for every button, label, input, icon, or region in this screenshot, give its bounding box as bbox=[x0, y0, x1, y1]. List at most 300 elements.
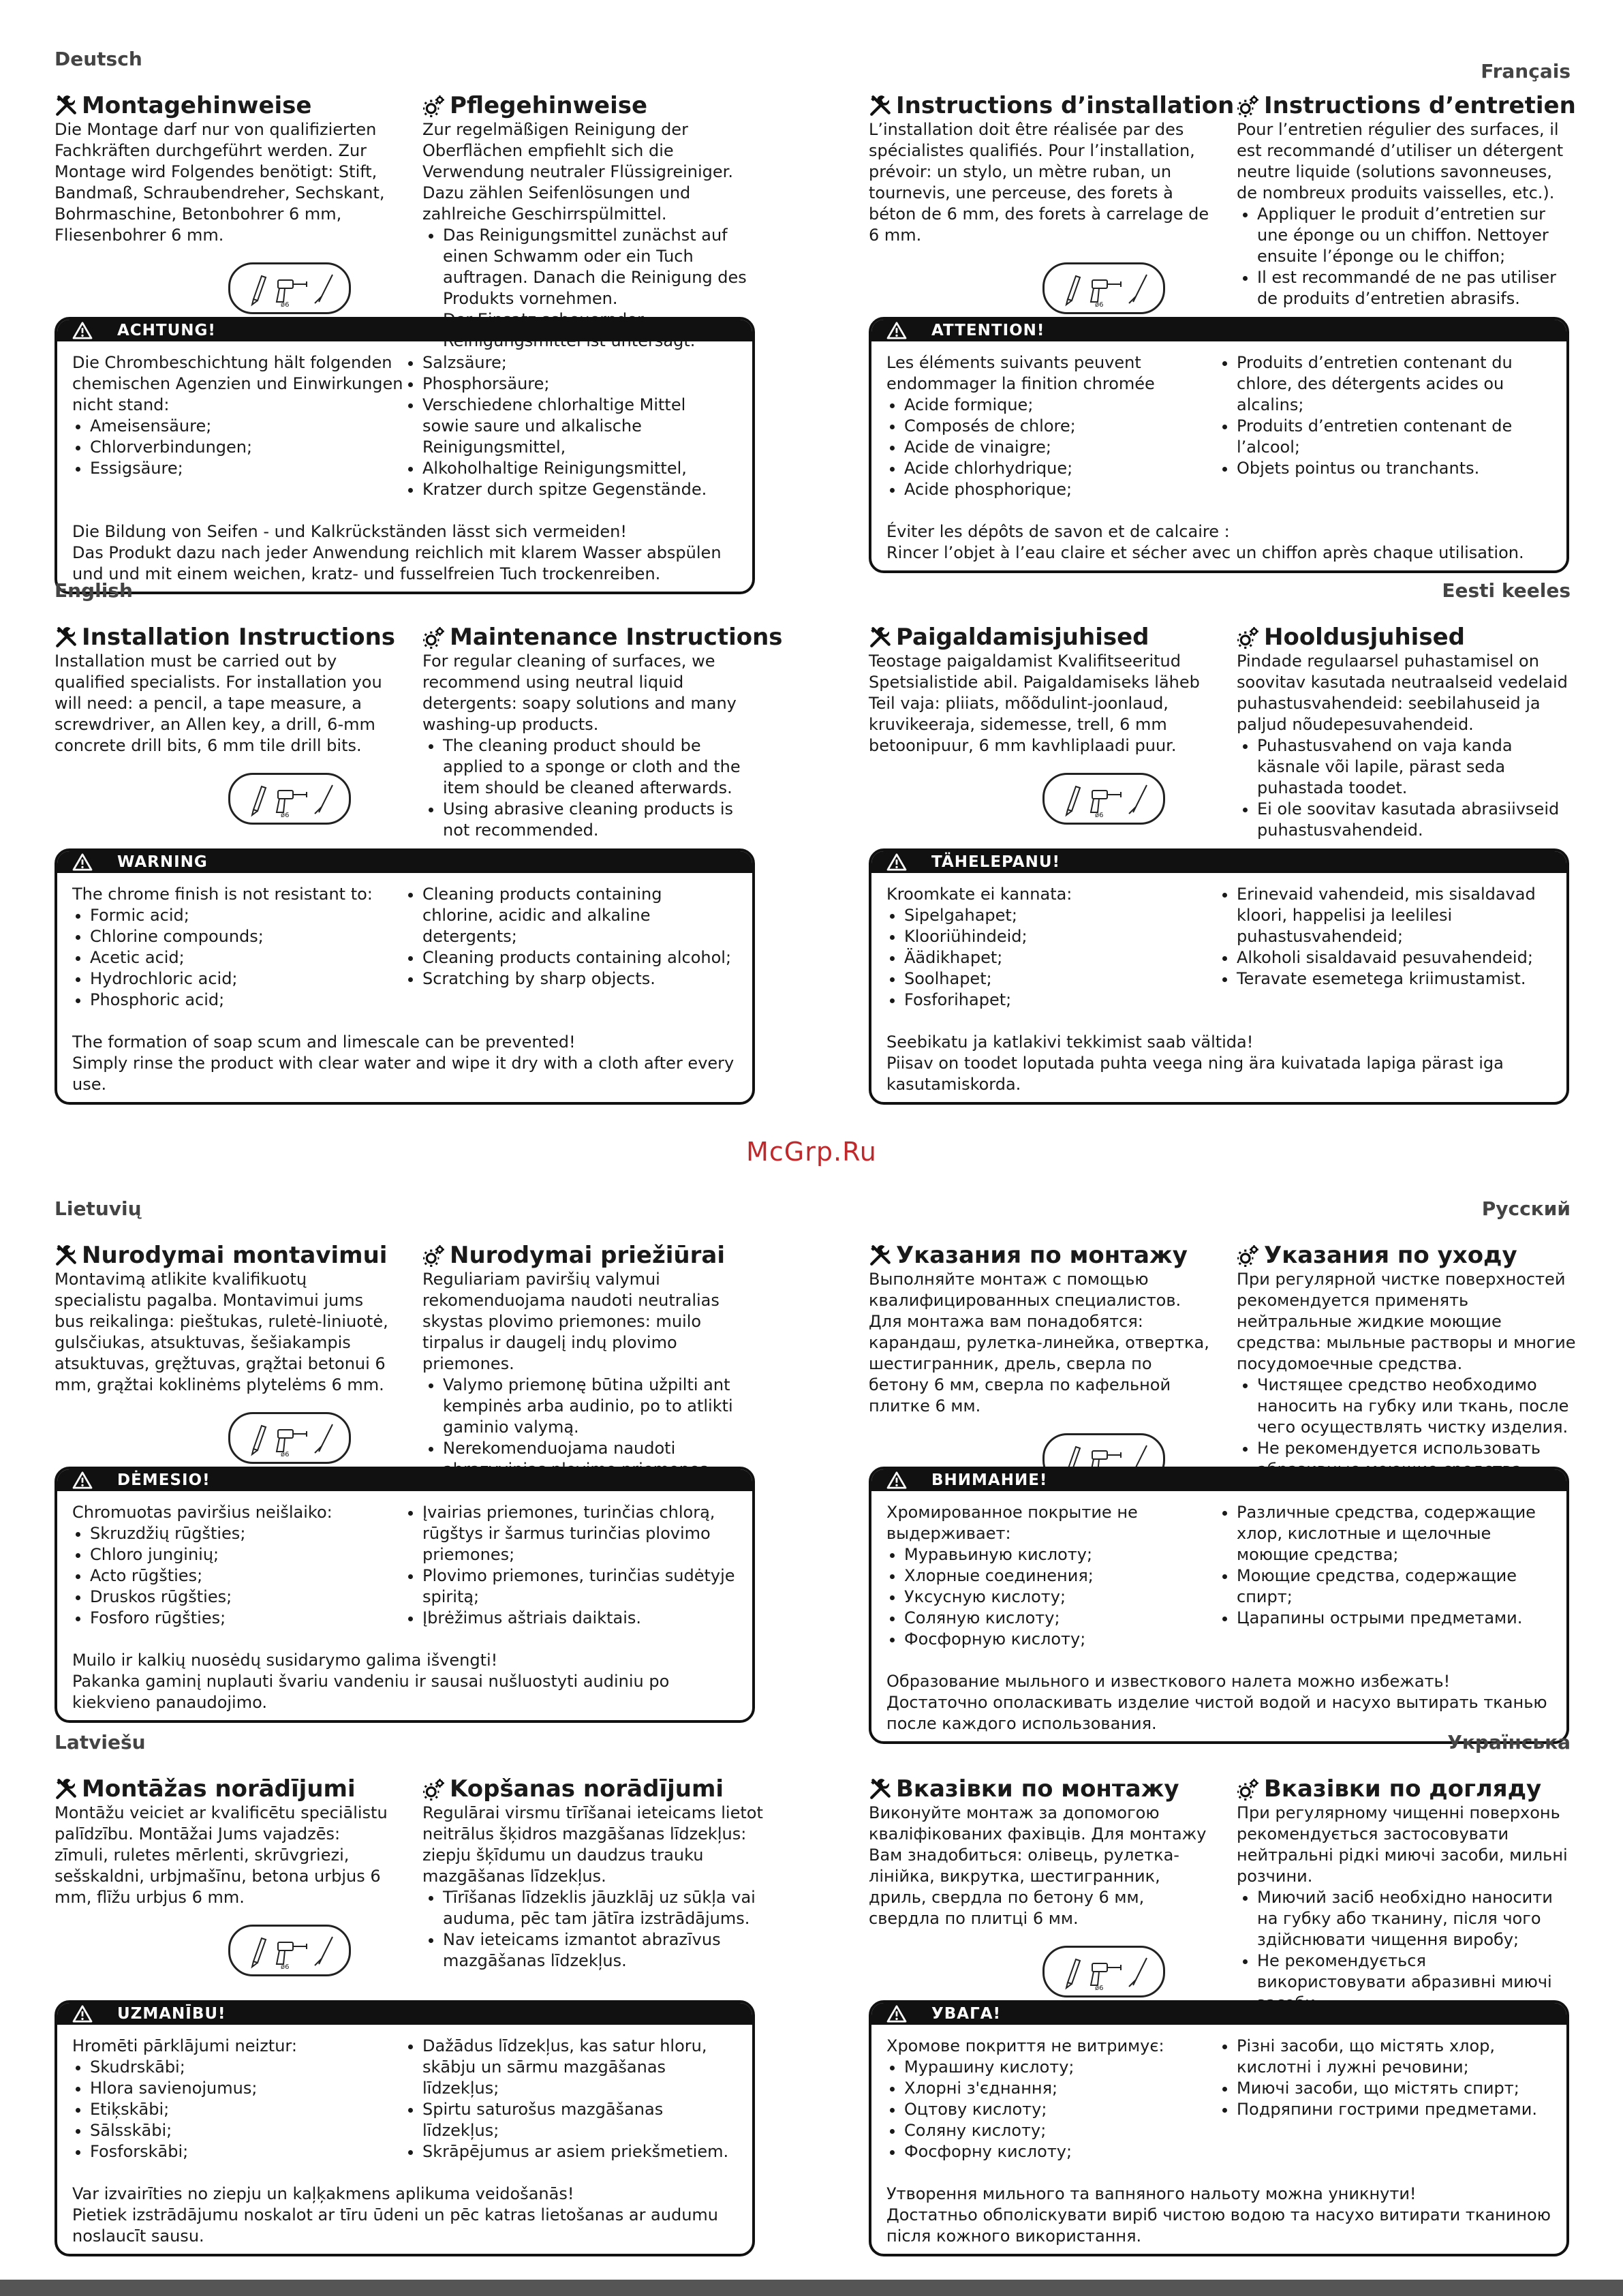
list-item: • Puhastusvahend on vaja kanda käsnale või lapile, pärast seda puhastada toodet. bbox=[1257, 735, 1577, 799]
warning-footer-1: The formation of soap scum and limescale can be prevented! bbox=[72, 1032, 576, 1052]
warning-footer-2: Достаточно ополаскивать изделие чистой водой и насухо вытирать тканью после каждого использования. bbox=[886, 1693, 1547, 1733]
list-item: • Produits d’entretien contenant de l’alcool; bbox=[1237, 416, 1551, 458]
gear-icon bbox=[1237, 94, 1260, 117]
warning-footer-2: Simply rinse the product with clear water and wipe it dry with a cloth after every use. bbox=[72, 1054, 735, 1094]
list-item: • Dažādus līdzekļus, kas satur hloru, skābju un sārmu mazgāšanas līdzekļus; bbox=[422, 2036, 737, 2099]
list-item: • Essigsäure; bbox=[90, 458, 405, 479]
installation-column bbox=[869, 1775, 1209, 1997]
wrench-icon bbox=[55, 626, 78, 649]
list-item: • Не рекомендується використовувати абразивні миючі bbox=[1257, 1950, 1577, 2014]
list-item: • Phosphoric acid; bbox=[90, 990, 405, 1011]
list-item: • Etiķskābi; bbox=[90, 2099, 405, 2120]
installation-text: Die Montage darf nur von qualifizierten Fachkräften durchgeführt werden. Zur Montage wird Folgendes benötigt: Stift, Bandmaß, Schraubendreher, Sechskant, Bohrmaschine, Betonbohrer 6 mm, Fliesenbohrer 6 mm. bbox=[55, 120, 385, 245]
list-item: • Різні засоби, що містять хлор, кислотні і лужні речовини; bbox=[1237, 2036, 1551, 2078]
maintenance-column bbox=[1237, 1242, 1577, 1480]
warning-label: DĖMESIO! bbox=[117, 1471, 211, 1489]
warning-label: UZMANĪBU! bbox=[117, 2005, 226, 2023]
warning-footer bbox=[886, 1032, 1551, 1095]
list-item: • Fosforskābi; bbox=[90, 2141, 405, 2162]
warning-left bbox=[886, 2036, 1219, 2162]
warning-body bbox=[871, 341, 1566, 570]
maintenance-title: Pflegehinweise bbox=[450, 92, 648, 119]
drill-tools-icon bbox=[1053, 780, 1155, 818]
installation-title: Montāžas norādījumi bbox=[82, 1775, 356, 1803]
warning-right bbox=[405, 884, 737, 1011]
maintenance-heading bbox=[1237, 92, 1577, 119]
installation-text: Выполняйте монтаж с помощью квалифицированных специалистов. Для монтажа вам понадобятся: карандаш, рулетка-линейка, отвертка, шестигранник, дрель, сверла по бетону 6 мм, сверла по кафельной плитке 6 мм. bbox=[869, 1270, 1209, 1415]
list-item: • The cleaning product should be applied to a sponge or cloth and the item should be cleaned afterwards. bbox=[443, 735, 763, 799]
list-item: • Ameisensäure; bbox=[90, 416, 405, 437]
warning-left bbox=[886, 884, 1219, 1011]
warning-columns bbox=[886, 2036, 1551, 2162]
gear-icon bbox=[1237, 1777, 1260, 1801]
list-item: • Teravate esemetega kriimustamist. bbox=[1237, 968, 1551, 990]
warning-icon bbox=[72, 2005, 93, 2023]
maintenance-text: Reguliariam paviršių valymui rekomenduojama naudoti neutralias skystas plovimo priemones: muilo tirpalus ir daugelį indų plovimo priemones. bbox=[422, 1270, 720, 1373]
list-item: • Druskos rūgšties; bbox=[90, 1587, 405, 1608]
tools-icon bbox=[1042, 773, 1165, 825]
warning-right bbox=[405, 352, 737, 500]
warning-footer bbox=[886, 1671, 1551, 1734]
warning-left bbox=[72, 2036, 405, 2162]
warning-box bbox=[55, 2000, 755, 2256]
list-item: • Уксусную кислоту; bbox=[904, 1587, 1219, 1608]
list-item: • Das Reinigungsmittel zunächst auf einen Schwamm oder ein Tuch auftragen. Danach die Reinigung des Produkts vornehmen. bbox=[443, 225, 763, 309]
installation-heading bbox=[55, 1242, 395, 1269]
list-item: • Objets pointus ou tranchants. bbox=[1237, 458, 1551, 479]
list-item: • Ei ole soovitav kasutada abrasiivseid puhastusvahendeid. bbox=[1257, 799, 1577, 841]
language-label: English bbox=[55, 579, 133, 602]
warning-body bbox=[57, 2025, 752, 2254]
warning-right bbox=[405, 2036, 737, 2162]
section-fr bbox=[869, 48, 1576, 566]
wrench-icon bbox=[869, 626, 892, 649]
warning-footer-2: Das Produkt dazu nach jeder Anwendung reichlich mit klarem Wasser abspülen und und mit einem weichen, kratz- und fusselfreien Tuch trockenreiben. bbox=[72, 543, 722, 583]
warning-label: TÄHELEPANU! bbox=[931, 853, 1060, 871]
installation-text: Montavimą atlikite kvalifikuotų specialistu pagalba. Montavimui jums bus reikalinga: pieštukas, ruletė-liniuotė, gulsčiukas, atsuktuvas, šešiakampis atsuktuvas, gręžtuvas, grąžtai betonui 6 mm, grąžtai koklinėms plytelėms 6 mm. bbox=[55, 1270, 388, 1394]
warning-right bbox=[1219, 352, 1551, 500]
gear-icon bbox=[1237, 626, 1260, 649]
maintenance-title: Instructions d’entretien bbox=[1264, 92, 1576, 119]
warning-box bbox=[869, 1467, 1569, 1744]
installation-heading bbox=[869, 1775, 1209, 1803]
maintenance-bullets bbox=[422, 1887, 763, 1972]
warning-body bbox=[57, 341, 752, 592]
warning-intro: Hromēti pārklājumi neiztur: bbox=[72, 2036, 297, 2055]
warning-right-list bbox=[1219, 352, 1551, 479]
warning-right-list bbox=[1219, 1502, 1551, 1629]
list-item: • Соляную кислоту; bbox=[904, 1608, 1219, 1629]
list-item: • Fosforo rūgšties; bbox=[90, 1608, 405, 1629]
maintenance-text: Regulārai virsmu tīrīšanai ieteicams lietot neitrālus šķidros mazgāšanas līdzekļus: ziepju šķīdumu un daudzus trauku mazgāšanas līdzekļus. bbox=[422, 1803, 763, 1886]
maintenance-heading bbox=[1237, 1242, 1577, 1269]
list-item: • Не рекомендуется использовать bbox=[1257, 1438, 1577, 1480]
bottom-bar bbox=[0, 2280, 1623, 2296]
maintenance-bullets bbox=[1237, 1887, 1577, 2014]
warning-right bbox=[1219, 884, 1551, 1011]
list-item: • Chloro junginių; bbox=[90, 1544, 405, 1565]
warning-icon bbox=[72, 322, 93, 339]
maintenance-text: Pour l’entretien régulier des surfaces, il est recommandé d’utiliser un détergent neutre liquide (solutions savonneuses, de nombreux produits vaisselles, etc.). bbox=[1237, 120, 1564, 202]
installation-column bbox=[869, 92, 1235, 314]
warning-intro: The chrome finish is not resistant to: bbox=[72, 885, 373, 904]
warning-right bbox=[1219, 2036, 1551, 2162]
installation-column bbox=[869, 624, 1209, 825]
installation-heading bbox=[869, 92, 1235, 119]
warning-header bbox=[871, 2003, 1566, 2025]
warning-intro: Chromuotas paviršius neišlaiko: bbox=[72, 1503, 333, 1522]
warning-left-list bbox=[886, 395, 1219, 500]
list-item: • Соляну кислоту; bbox=[904, 2120, 1219, 2141]
warning-columns bbox=[72, 1502, 737, 1629]
warning-footer-1: Éviter les dépôts de savon et de calcaire : bbox=[886, 522, 1230, 541]
maintenance-column bbox=[1237, 624, 1577, 841]
section-et bbox=[869, 579, 1571, 1097]
installation-column bbox=[55, 92, 395, 314]
maintenance-heading bbox=[422, 624, 783, 651]
installation-text: Teostage paigaldamist Kvalifitseeritud Spetsialistide abil. Paigaldamiseks läheb Teil vaja: pliiats, mõõdulint-joonlaud, kruvikeeraja, sidemesse, trell, 6 mm betoonipuur, 6 mm kavhliplaadi puur. bbox=[869, 652, 1200, 755]
list-item: • Äädikhapet; bbox=[904, 947, 1219, 968]
list-item: • Муравьиную кислоту; bbox=[904, 1544, 1219, 1565]
tools-icon bbox=[228, 1925, 351, 1976]
maintenance-heading bbox=[1237, 624, 1577, 651]
warning-left-list bbox=[886, 2057, 1219, 2162]
list-item: • Using abrasive cleaning products is not recommended. bbox=[443, 799, 763, 841]
list-item: • Хлорные соединения; bbox=[904, 1565, 1219, 1587]
list-item: • Verschiedene chlorhaltige Mittel sowie saure und alkalische Reinigungsmittel, bbox=[422, 395, 737, 458]
installation-title: Montagehinweise bbox=[82, 92, 312, 119]
warning-intro: Kroomkate ei kannata: bbox=[886, 885, 1072, 904]
warning-left-list bbox=[72, 2057, 405, 2162]
section-lt bbox=[55, 1197, 756, 1715]
list-item: • Fosforihapet; bbox=[904, 990, 1219, 1011]
maintenance-title: Hooldusjuhised bbox=[1264, 624, 1465, 651]
warning-footer-1: Muilo ir kalkių nuosėdų susidarymo galima išvengti! bbox=[72, 1651, 498, 1670]
warning-footer bbox=[72, 521, 737, 585]
installation-column bbox=[55, 624, 395, 825]
warning-body bbox=[871, 1491, 1566, 1741]
maintenance-heading bbox=[1237, 1775, 1577, 1803]
list-item: • Различные средства, содержащие хлор, кислотные и щелочные моющие средства; bbox=[1237, 1502, 1551, 1565]
list-item: • Царапины острыми предметами. bbox=[1237, 1608, 1551, 1629]
wrench-icon bbox=[869, 94, 892, 117]
drill-tools-icon bbox=[238, 1931, 341, 1970]
list-item: • Фосфорную кислоту; bbox=[904, 1629, 1219, 1650]
maintenance-bullets bbox=[422, 1375, 763, 1480]
warning-icon bbox=[886, 322, 907, 339]
warning-footer-2: Piisav on toodet loputada puhta veega ning ära kuivatada lapiga pärast iga kasutamiskorda. bbox=[886, 1054, 1504, 1094]
list-item: • Skruzdžių rūgšties; bbox=[90, 1523, 405, 1544]
warning-box bbox=[55, 848, 755, 1105]
wrench-icon bbox=[55, 94, 78, 117]
list-item: • Spirtu saturošus mazgāšanas līdzekļus; bbox=[422, 2099, 737, 2141]
list-item: • Formic acid; bbox=[90, 905, 405, 926]
list-item: • Миючі засоби, що містять спирт; bbox=[1237, 2078, 1551, 2099]
warning-footer-2: Pietiek izstrādājumu noskalot ar tīru ūdeni un pēc katras lietošanas ar audumu noslaucīt sausu. bbox=[72, 2205, 719, 2246]
list-item: • Chlorverbindungen; bbox=[90, 437, 405, 458]
maintenance-text: При регулярному чищенні поверхонь рекомендується застосовувати нейтральні рідкі миючі засоби, мильні розчини. bbox=[1237, 1803, 1568, 1886]
list-item: • Оцтову кислоту; bbox=[904, 2099, 1219, 2120]
wrench-icon bbox=[55, 1244, 78, 1267]
list-item: • Plovimo priemones, turinčias sudėtyje spiritą; bbox=[422, 1565, 737, 1608]
list-item: • Hlora savienojumus; bbox=[90, 2078, 405, 2099]
gear-icon bbox=[1237, 1244, 1260, 1267]
warning-columns bbox=[72, 352, 737, 500]
warning-left-list bbox=[72, 416, 405, 479]
gear-icon bbox=[422, 1777, 446, 1801]
list-item: • Skudrskābi; bbox=[90, 2057, 405, 2078]
maintenance-text: При регулярной чистке поверхностей рекомендуется применять нейтральные жидкие моющие средства: мыльные растворы и многие посудомоечные средства. bbox=[1237, 1270, 1576, 1373]
maintenance-bullets bbox=[1237, 735, 1577, 841]
list-item: • Чистящее средство необходимо наносить на губку или ткань, после чего осуществлять чистку изделия. bbox=[1257, 1375, 1577, 1438]
maintenance-title: Nurodymai priežiūrai bbox=[450, 1242, 725, 1269]
warning-header bbox=[57, 2003, 752, 2025]
language-label: Deutsch bbox=[55, 48, 142, 70]
warning-columns bbox=[72, 884, 737, 1011]
warning-footer bbox=[886, 2184, 1551, 2247]
list-item: • Erinevaid vahendeid, mis sisaldavad kloori, happelisi ja leelilesi puhastusvahendeid; bbox=[1237, 884, 1551, 947]
warning-left-list bbox=[72, 1523, 405, 1629]
gear-icon bbox=[422, 626, 446, 649]
maintenance-column bbox=[1237, 1775, 1577, 2014]
language-label: Lietuvių bbox=[55, 1197, 142, 1220]
language-label: Latviešu bbox=[55, 1731, 146, 1754]
language-label: Українська bbox=[1447, 1731, 1571, 1754]
drill-tools-icon bbox=[238, 1419, 341, 1457]
section-en bbox=[55, 579, 783, 1097]
warning-body bbox=[871, 873, 1566, 1102]
list-item: • Salzsäure; bbox=[422, 352, 737, 373]
warning-header bbox=[871, 851, 1566, 873]
installation-text: L’installation doit être réalisée par des spécialistes qualifiés. Pour l’installation, prévoir: un stylo, un mètre ruban, un tournevis, une perceuse, des forets à béton de 6 mm, des forets à carrelage de 6 mm. bbox=[869, 120, 1209, 245]
installation-column bbox=[869, 1242, 1209, 1485]
warning-left bbox=[886, 1502, 1219, 1650]
drill-tools-icon bbox=[1053, 269, 1155, 307]
list-item: • Klooriühindeid; bbox=[904, 926, 1219, 947]
warning-header bbox=[871, 320, 1566, 341]
list-item: • Sipelgahapet; bbox=[904, 905, 1219, 926]
list-item: • Soolhapet; bbox=[904, 968, 1219, 990]
list-item: • Phosphorsäure; bbox=[422, 373, 737, 395]
maintenance-text: Zur regelmäßigen Reinigung der Oberflächen empfiehlt sich die Verwendung neutraler Flüssigreiniger. Dazu zählen Seifenlösungen und zahlreiche Geschirrspülmittel. bbox=[422, 120, 733, 224]
warning-footer bbox=[72, 1650, 737, 1713]
maintenance-column bbox=[422, 624, 783, 841]
maintenance-bullets bbox=[1237, 1375, 1577, 1480]
gear-icon bbox=[422, 94, 446, 117]
tools-icon bbox=[1042, 262, 1165, 314]
maintenance-title: Maintenance Instructions bbox=[450, 624, 783, 651]
maintenance-title: Kopšanas norādījumi bbox=[450, 1775, 724, 1803]
list-item: • Cleaning products containing chlorine, acidic and alkaline detergents; bbox=[422, 884, 737, 947]
installation-column bbox=[55, 1775, 395, 1976]
section-lv bbox=[55, 1731, 763, 2249]
warning-label: WARNING bbox=[117, 853, 208, 871]
list-item: • Valymo priemonę būtina užpilti ant kempinės arba audinio, po to atlikti gaminio valymą. bbox=[443, 1375, 763, 1438]
warning-footer bbox=[72, 2184, 737, 2247]
list-item: • Моющие средства, содержащие спирт; bbox=[1237, 1565, 1551, 1608]
drill-tools-icon bbox=[238, 269, 341, 307]
maintenance-title: Указания по уходу bbox=[1264, 1242, 1517, 1269]
warning-footer-1: Образование мыльного и известкового налета можно избежать! bbox=[886, 1672, 1451, 1691]
installation-heading bbox=[55, 624, 395, 651]
gear-icon bbox=[422, 1244, 446, 1267]
maintenance-bullets bbox=[422, 735, 763, 841]
list-item: • Scratching by sharp objects. bbox=[422, 968, 737, 990]
warning-right-list bbox=[405, 884, 737, 990]
list-item: • Acide chlorhydrique; bbox=[904, 458, 1219, 479]
warning-label: ВНИМАНИЕ! bbox=[931, 1471, 1048, 1489]
language-label: Eesti keeles bbox=[1442, 579, 1571, 602]
language-label: Français bbox=[1481, 60, 1571, 82]
list-item: • Nerekomenduojama naudoti bbox=[443, 1438, 763, 1480]
list-item: • Appliquer le produit d’entretien sur une éponge ou un chiffon. Nettoyer ensuite l’éponge ou le chiffon; bbox=[1257, 204, 1577, 267]
warning-footer-2: Pakanka gaminį nuplauti švariu vandeniu ir sausai nušluostyti audiniu po kiekvieno panaudojimo. bbox=[72, 1672, 670, 1712]
list-item: • Sālsskābi; bbox=[90, 2120, 405, 2141]
maintenance-column bbox=[1237, 92, 1577, 309]
warning-footer-2: Rincer l’objet à l’eau claire et sécher avec un chiffon après chaque utilisation. bbox=[886, 543, 1524, 562]
list-item: • Produits d’entretien contenant du chlore, des détergents acides ou alcalins; bbox=[1237, 352, 1551, 416]
list-item: • Acide formique; bbox=[904, 395, 1219, 416]
warning-footer-1: Seebikatu ja katlakivi tekkimist saab vältida! bbox=[886, 1032, 1254, 1052]
wrench-icon bbox=[869, 1244, 892, 1267]
warning-footer bbox=[72, 1032, 737, 1095]
list-item: • Фосфорну кислоту; bbox=[904, 2141, 1219, 2162]
tools-icon bbox=[1042, 1946, 1165, 1997]
warning-body bbox=[871, 2025, 1566, 2254]
list-item: • Alkoholi sisaldavaid pesuvahendeid; bbox=[1237, 947, 1551, 968]
warning-header bbox=[57, 1469, 752, 1491]
installation-text: Montāžu veiciet ar kvalificētu speciālistu palīdzību. Montāžai Jums vajadzēs: zīmuli, ruletes mērlenti, skrūvgriezi, sešskaldni, urbjmašīnu, betona urbjus 6 mm, flīžu urbjus 6 mm. bbox=[55, 1803, 388, 1907]
installation-column bbox=[55, 1242, 395, 1464]
list-item: • Acide de vinaigre; bbox=[904, 437, 1219, 458]
warning-header bbox=[57, 320, 752, 341]
warning-left bbox=[72, 352, 405, 500]
warning-columns bbox=[886, 352, 1551, 500]
warning-right-list bbox=[405, 1502, 737, 1629]
maintenance-column bbox=[422, 1775, 763, 1972]
warning-icon bbox=[72, 1471, 93, 1489]
warning-left bbox=[886, 352, 1219, 500]
warning-header bbox=[871, 1469, 1566, 1491]
warning-box bbox=[55, 317, 755, 594]
warning-left-list bbox=[72, 905, 405, 1011]
wrench-icon bbox=[869, 1777, 892, 1801]
maintenance-column bbox=[422, 92, 763, 352]
warning-columns bbox=[886, 1502, 1551, 1650]
warning-box bbox=[869, 2000, 1569, 2256]
installation-heading bbox=[869, 624, 1209, 651]
warning-left-list bbox=[886, 1544, 1219, 1650]
warning-body bbox=[57, 873, 752, 1102]
list-item: • Composés de chlore; bbox=[904, 416, 1219, 437]
warning-columns bbox=[72, 2036, 737, 2162]
maintenance-title: Вказівки по догляду bbox=[1264, 1775, 1542, 1803]
installation-heading bbox=[55, 1775, 395, 1803]
warning-header bbox=[57, 851, 752, 873]
warning-left-list bbox=[886, 905, 1219, 1011]
tools-icon bbox=[228, 262, 351, 314]
list-item: • Acetic acid; bbox=[90, 947, 405, 968]
warning-label: ATTENTION! bbox=[931, 322, 1045, 339]
wrench-icon bbox=[55, 1777, 78, 1801]
warning-footer-1: Die Bildung von Seifen - und Kalkrückständen lässt sich vermeiden! bbox=[72, 522, 628, 541]
list-item: • Chlorine compounds; bbox=[90, 926, 405, 947]
installation-heading bbox=[869, 1242, 1209, 1269]
section-de bbox=[55, 48, 756, 583]
list-item: • Įvairias priemones, turinčias chlorą, rūgštys ir šarmus turinčias plovimo priemones; bbox=[422, 1502, 737, 1565]
installation-title: Вказівки по монтажу bbox=[896, 1775, 1179, 1803]
list-item: • Подряпини гострими предметами. bbox=[1237, 2099, 1551, 2120]
drill-tools-icon bbox=[1053, 1953, 1155, 1991]
maintenance-heading bbox=[422, 1242, 763, 1269]
installation-text: Виконуйте монтаж за допомогою кваліфікованих фахівців. Для монтажу Вам знадобиться: олівець, рулетка-лінійка, викрутка, шестигранник, дриль, свердла по бетону 6 мм, свердла по плитці 6 мм. bbox=[869, 1803, 1207, 1928]
installation-title: Instructions d’installation bbox=[896, 92, 1235, 119]
list-item: • Миючий засіб необхідно наносити на губку або тканину, після чого здійснювати чищення виробу; bbox=[1257, 1887, 1577, 1950]
warning-left bbox=[72, 884, 405, 1011]
drill-tools-icon bbox=[238, 780, 341, 818]
list-item: • Tīrīšanas līdzeklis jāuzklāj uz sūkļa vai auduma, pēc tam jātīra izstrādājums. bbox=[443, 1887, 763, 1929]
warning-right-list bbox=[1219, 2036, 1551, 2120]
warning-label: УВАГА! bbox=[931, 2005, 1002, 2023]
maintenance-heading bbox=[422, 92, 763, 119]
warning-intro: Хромове покриття не витримує: bbox=[886, 2036, 1164, 2055]
tools-icon bbox=[228, 1412, 351, 1464]
list-item: • Cleaning products containing alcohol; bbox=[422, 947, 737, 968]
warning-icon bbox=[886, 2005, 907, 2023]
warning-footer-1: Var izvairīties no ziepju un kaļķakmens aplikuma veidošanās! bbox=[72, 2184, 574, 2203]
language-label: Русский bbox=[1481, 1197, 1571, 1220]
list-item: • Acto rūgšties; bbox=[90, 1565, 405, 1587]
installation-title: Nurodymai montavimui bbox=[82, 1242, 388, 1269]
list-item: • Įbrėžimus aštriais daiktais. bbox=[422, 1608, 737, 1629]
warning-box bbox=[869, 317, 1569, 573]
warning-icon bbox=[72, 853, 93, 871]
list-item: • Acide phosphorique; bbox=[904, 479, 1219, 500]
warning-columns bbox=[886, 884, 1551, 1011]
warning-left bbox=[72, 1502, 405, 1629]
warning-intro: Хромированное покрытие не выдерживает: bbox=[886, 1503, 1138, 1543]
section-ru bbox=[869, 1197, 1576, 1733]
warning-intro: Les éléments suivants peuvent endommager la finition chromée bbox=[886, 353, 1155, 393]
warning-icon bbox=[886, 1471, 907, 1489]
warning-body bbox=[57, 1491, 752, 1720]
list-item: • Хлорні з'єднання; bbox=[904, 2078, 1219, 2099]
warning-right-list bbox=[1219, 884, 1551, 990]
watermark: McGrp.Ru bbox=[746, 1137, 877, 1167]
list-item: • Мурашину кислоту; bbox=[904, 2057, 1219, 2078]
maintenance-text: Pindade regulaarsel puhastamisel on soovitav kasutada neutraalseid vedelaid puhastusvahendeid: seebilahuseid ja paljud nõudepesuvahendeid. bbox=[1237, 652, 1568, 734]
installation-title: Paigaldamisjuhised bbox=[896, 624, 1149, 651]
list-item: • Skrāpējumus ar asiem priekšmetiem. bbox=[422, 2141, 737, 2162]
list-item: • Alkoholhaltige Reinigungsmittel, bbox=[422, 458, 737, 479]
section-uk bbox=[869, 1731, 1571, 2249]
installation-heading bbox=[55, 92, 395, 119]
tools-icon bbox=[228, 773, 351, 825]
list-item: • Nav ieteicams izmantot abrazīvus mazgāšanas līdzekļus. bbox=[443, 1929, 763, 1972]
maintenance-text: For regular cleaning of surfaces, we recommend using neutral liquid detergents: soapy solutions and many washing-up products. bbox=[422, 652, 737, 734]
warning-intro: Die Chrombeschichtung hält folgenden chemischen Agenzien und Einwirkungen nicht stand: bbox=[72, 353, 403, 414]
warning-box bbox=[869, 848, 1569, 1105]
warning-right-list bbox=[405, 352, 737, 500]
warning-footer bbox=[886, 521, 1551, 564]
installation-text: Installation must be carried out by qualified specialists. For installation you will need: a pencil, a tape measure, a screwdriver, an Allen key, a drill, 6-mm concrete drill bits, 6 mm tile drill bits. bbox=[55, 652, 382, 755]
warning-right bbox=[1219, 1502, 1551, 1650]
warning-right bbox=[405, 1502, 737, 1629]
list-item: • Il est recommandé de ne pas utiliser de produits d’entretien abrasifs. bbox=[1257, 267, 1577, 309]
list-item: • Kratzer durch spitze Gegenstände. bbox=[422, 479, 737, 500]
installation-title: Installation Instructions bbox=[82, 624, 396, 651]
list-item: • Hydrochloric acid; bbox=[90, 968, 405, 990]
